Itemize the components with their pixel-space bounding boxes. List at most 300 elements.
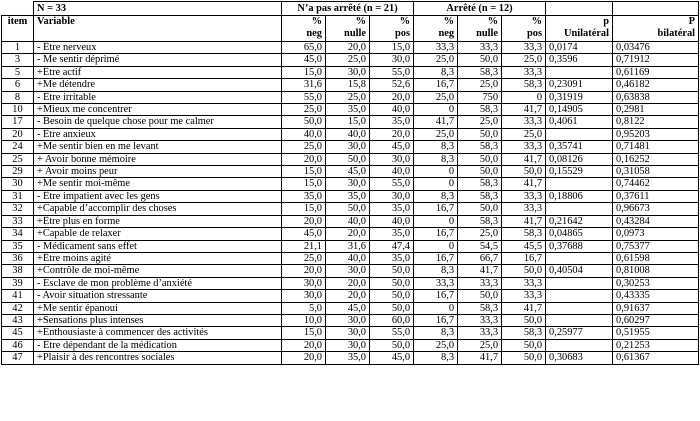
value-cell-pos-2: 33,3: [502, 190, 546, 202]
table-row: [2, 339, 699, 351]
value-cell-neg-1: 15,0: [282, 203, 326, 215]
value-cell-neg-1: 20,0: [282, 352, 326, 364]
value-cell-pos-2: 50,0: [502, 352, 546, 364]
value-cell-neg-1: 45,0: [282, 228, 326, 240]
value-cell-p-unilateral: [546, 252, 613, 264]
value-cell-nulle-2: 58,3: [458, 178, 502, 190]
value-cell-neg-2: 0: [414, 240, 458, 252]
value-cell-p-bilateral: 0,71912: [613, 54, 699, 66]
value-cell-p-bilateral: 0,61367: [613, 352, 699, 364]
table-row: [2, 327, 699, 339]
col-header-nulle-1: % nulle: [326, 16, 370, 42]
value-cell-nulle-2: 750: [458, 91, 502, 103]
variable-cell: - Avoir situation stressante: [34, 290, 282, 302]
item-cell: 17: [2, 116, 34, 128]
variable-cell: - Me sentir déprimé: [34, 54, 282, 66]
value-cell-neg-2: 0: [414, 302, 458, 314]
item-cell: 34: [2, 228, 34, 240]
value-cell-nulle-1: 30,0: [326, 339, 370, 351]
variable-cell: +Plaisir à des rencontres sociales: [34, 352, 282, 364]
value-cell-neg-1: 20,0: [282, 265, 326, 277]
value-cell-neg-2: 25,0: [414, 339, 458, 351]
value-cell-neg-2: 33,3: [414, 277, 458, 289]
value-cell-p-unilateral: 0,23091: [546, 79, 613, 91]
value-cell-p-unilateral: [546, 277, 613, 289]
value-cell-p-unilateral: 0,35741: [546, 141, 613, 153]
value-cell-p-bilateral: 0,91637: [613, 302, 699, 314]
value-cell-pos-1: 30,0: [370, 54, 414, 66]
value-cell-neg-2: 8,3: [414, 141, 458, 153]
value-cell-nulle-1: 20,0: [326, 42, 370, 54]
value-cell-pos-1: 35,0: [370, 228, 414, 240]
value-cell-pos-2: 25,0: [502, 54, 546, 66]
value-cell-nulle-2: 50,0: [458, 290, 502, 302]
value-cell-neg-1: 15,0: [282, 178, 326, 190]
variable-cell: + Avoir moins peur: [34, 166, 282, 178]
value-cell-p-bilateral: 0,74462: [613, 178, 699, 190]
variable-cell: +Sensations plus intenses: [34, 314, 282, 326]
value-cell-nulle-2: 25,0: [458, 228, 502, 240]
value-cell-neg-2: 8,3: [414, 352, 458, 364]
group-not-stopped-header: N’a pas arrêté (n = 21): [282, 2, 414, 16]
value-cell-neg-2: 16,7: [414, 290, 458, 302]
value-cell-pos-2: 16,7: [502, 252, 546, 264]
value-cell-nulle-1: 25,0: [326, 91, 370, 103]
value-cell-neg-1: 50,0: [282, 116, 326, 128]
value-cell-p-unilateral: 0,3596: [546, 54, 613, 66]
value-cell-neg-2: 0: [414, 166, 458, 178]
table-row: [2, 352, 699, 364]
value-cell-nulle-2: 33,3: [458, 327, 502, 339]
col-header-neg-1: % neg: [282, 16, 326, 42]
value-cell-pos-2: 41,7: [502, 302, 546, 314]
value-cell-pos-1: 40,0: [370, 215, 414, 227]
item-cell: 20: [2, 128, 34, 140]
variable-cell: +Être actif: [34, 66, 282, 78]
value-cell-neg-1: 10,0: [282, 314, 326, 326]
table-row: [2, 79, 699, 91]
value-cell-pos-1: 20,0: [370, 91, 414, 103]
value-cell-neg-1: 15,0: [282, 166, 326, 178]
value-cell-pos-2: 50,0: [502, 166, 546, 178]
item-cell: 38: [2, 265, 34, 277]
value-cell-pos-1: 47,4: [370, 240, 414, 252]
header-blank-cell: [2, 2, 34, 16]
variable-cell: +Contrôle de moi-même: [34, 265, 282, 277]
item-cell: 25: [2, 153, 34, 165]
variable-cell: +Me sentir bien en me levant: [34, 141, 282, 153]
value-cell-pos-2: 41,7: [502, 178, 546, 190]
value-cell-p-bilateral: 0,95203: [613, 128, 699, 140]
value-cell-neg-1: 30,0: [282, 290, 326, 302]
variable-cell: - Médicament sans effet: [34, 240, 282, 252]
item-cell: 36: [2, 252, 34, 264]
value-cell-neg-2: 25,0: [414, 54, 458, 66]
value-cell-pos-1: 50,0: [370, 265, 414, 277]
item-cell: 41: [2, 290, 34, 302]
value-cell-p-unilateral: 0,31919: [546, 91, 613, 103]
value-cell-nulle-2: 25,0: [458, 79, 502, 91]
item-cell: 43: [2, 314, 34, 326]
value-cell-nulle-1: 50,0: [326, 203, 370, 215]
value-cell-neg-2: 0: [414, 178, 458, 190]
value-cell-neg-2: 16,7: [414, 79, 458, 91]
variable-cell: +Être moins agité: [34, 252, 282, 264]
value-cell-nulle-1: 25,0: [326, 54, 370, 66]
table-row: [2, 265, 699, 277]
table-row: [2, 215, 699, 227]
value-cell-p-unilateral: 0,4061: [546, 116, 613, 128]
col-header-neg-2: % neg: [414, 16, 458, 42]
value-cell-neg-2: 8,3: [414, 190, 458, 202]
value-cell-pos-1: 40,0: [370, 166, 414, 178]
value-cell-p-unilateral: 0,30683: [546, 352, 613, 364]
value-cell-nulle-1: 30,0: [326, 66, 370, 78]
value-cell-p-unilateral: 0,25977: [546, 327, 613, 339]
value-cell-neg-1: 65,0: [282, 42, 326, 54]
value-cell-nulle-1: 30,0: [326, 141, 370, 153]
item-column-header: item: [2, 16, 34, 42]
value-cell-nulle-1: 15,0: [326, 116, 370, 128]
variable-cell: +Me sentir moi-même: [34, 178, 282, 190]
item-cell: 5: [2, 66, 34, 78]
value-cell-p-unilateral: 0,40504: [546, 265, 613, 277]
table-row: [2, 277, 699, 289]
value-cell-p-unilateral: [546, 339, 613, 351]
value-cell-neg-2: 8,3: [414, 153, 458, 165]
value-cell-nulle-2: 33,3: [458, 314, 502, 326]
value-cell-p-unilateral: 0,37688: [546, 240, 613, 252]
value-cell-nulle-1: 30,0: [326, 327, 370, 339]
variable-cell: +Me détendre: [34, 79, 282, 91]
value-cell-pos-2: 45,5: [502, 240, 546, 252]
variable-cell: - Besoin de quelque chose pour me calmer: [34, 116, 282, 128]
value-cell-nulle-2: 50,0: [458, 203, 502, 215]
value-cell-nulle-2: 54,5: [458, 240, 502, 252]
group-stopped-header: Arrêté (n = 12): [414, 2, 546, 16]
value-cell-pos-1: 35,0: [370, 116, 414, 128]
table-row: [2, 314, 699, 326]
value-cell-p-unilateral: 0,04865: [546, 228, 613, 240]
table-row: [2, 91, 699, 103]
value-cell-neg-1: 21,1: [282, 240, 326, 252]
value-cell-p-unilateral: 0,21642: [546, 215, 613, 227]
value-cell-pos-2: 0: [502, 91, 546, 103]
value-cell-neg-1: 20,0: [282, 215, 326, 227]
table-row: [2, 228, 699, 240]
variable-cell: - Esclave de mon problème d’anxiété: [34, 277, 282, 289]
value-cell-nulle-1: 45,0: [326, 166, 370, 178]
results-table: [1, 1, 699, 365]
value-cell-pos-2: 33,3: [502, 290, 546, 302]
value-cell-nulle-2: 41,7: [458, 265, 502, 277]
value-cell-pos-1: 30,0: [370, 153, 414, 165]
value-cell-pos-1: 50,0: [370, 339, 414, 351]
value-cell-pos-1: 30,0: [370, 190, 414, 202]
value-cell-pos-1: 45,0: [370, 141, 414, 153]
value-cell-neg-1: 25,0: [282, 252, 326, 264]
variable-cell: - Être irritable: [34, 91, 282, 103]
value-cell-neg-1: 45,0: [282, 54, 326, 66]
value-cell-neg-2: 16,7: [414, 252, 458, 264]
value-cell-nulle-2: 50,0: [458, 128, 502, 140]
value-cell-p-bilateral: 0,46182: [613, 79, 699, 91]
value-cell-pos-1: 52,6: [370, 79, 414, 91]
value-cell-nulle-1: 30,0: [326, 178, 370, 190]
value-cell-p-bilateral: 0,43335: [613, 290, 699, 302]
table-row: [2, 302, 699, 314]
value-cell-nulle-2: 58,3: [458, 141, 502, 153]
variable-cell: +Capable de relaxer: [34, 228, 282, 240]
value-cell-pos-1: 60,0: [370, 314, 414, 326]
table-row: [2, 42, 699, 54]
value-cell-pos-2: 50,0: [502, 314, 546, 326]
value-cell-nulle-1: 20,0: [326, 228, 370, 240]
value-cell-pos-1: 55,0: [370, 66, 414, 78]
table-row: [2, 178, 699, 190]
value-cell-pos-1: 50,0: [370, 277, 414, 289]
value-cell-nulle-2: 50,0: [458, 153, 502, 165]
table-body: [2, 42, 699, 365]
item-cell: 6: [2, 79, 34, 91]
value-cell-p-unilateral: [546, 66, 613, 78]
value-cell-p-bilateral: 0,81008: [613, 265, 699, 277]
value-cell-pos-2: 58,3: [502, 327, 546, 339]
variable-cell: +Mieux me concentrer: [34, 104, 282, 116]
header-empty-P: [613, 2, 699, 16]
value-cell-nulle-2: 58,3: [458, 190, 502, 202]
value-cell-p-unilateral: [546, 302, 613, 314]
value-cell-nulle-1: 35,0: [326, 190, 370, 202]
value-cell-neg-1: 31,6: [282, 79, 326, 91]
value-cell-p-bilateral: 0,61169: [613, 66, 699, 78]
table-row: [2, 54, 699, 66]
value-cell-p-bilateral: 0,16252: [613, 153, 699, 165]
value-cell-neg-1: 25,0: [282, 104, 326, 116]
value-cell-p-bilateral: 0,71481: [613, 141, 699, 153]
value-cell-neg-2: 16,7: [414, 203, 458, 215]
col-header-pos-2: % pos: [502, 16, 546, 42]
variable-cell: +Être plus en forme: [34, 215, 282, 227]
value-cell-nulle-1: 50,0: [326, 153, 370, 165]
value-cell-pos-1: 55,0: [370, 178, 414, 190]
value-cell-pos-2: 41,7: [502, 215, 546, 227]
table-row: [2, 190, 699, 202]
value-cell-p-bilateral: 0,61598: [613, 252, 699, 264]
value-cell-p-bilateral: 0,31058: [613, 166, 699, 178]
value-cell-p-bilateral: 0,8122: [613, 116, 699, 128]
variable-cell: + Avoir bonne mémoire: [34, 153, 282, 165]
item-cell: 46: [2, 339, 34, 351]
value-cell-pos-2: 41,7: [502, 104, 546, 116]
value-cell-neg-2: 0: [414, 104, 458, 116]
variable-cell: +Enthousiaste à commencer des activités: [34, 327, 282, 339]
value-cell-nulle-2: 25,0: [458, 116, 502, 128]
value-cell-pos-1: 40,0: [370, 104, 414, 116]
table-row: [2, 203, 699, 215]
value-cell-p-bilateral: 0,75377: [613, 240, 699, 252]
value-cell-nulle-1: 20,0: [326, 290, 370, 302]
value-cell-p-bilateral: 0,2981: [613, 104, 699, 116]
item-cell: 8: [2, 91, 34, 103]
value-cell-p-bilateral: 0,63838: [613, 91, 699, 103]
value-cell-p-unilateral: 0,18806: [546, 190, 613, 202]
table-row: [2, 240, 699, 252]
variable-cell: +Me sentir épanoui: [34, 302, 282, 314]
col-header-nulle-2: % nulle: [458, 16, 502, 42]
value-cell-pos-2: 33,3: [502, 42, 546, 54]
col-header-p-unilateral: p Unilatéral: [546, 16, 613, 42]
value-cell-neg-1: 55,0: [282, 91, 326, 103]
value-cell-p-unilateral: 0,14905: [546, 104, 613, 116]
variable-cell: - Être nerveux: [34, 42, 282, 54]
value-cell-nulle-1: 40,0: [326, 215, 370, 227]
table-row: [2, 141, 699, 153]
value-cell-nulle-1: 45,0: [326, 302, 370, 314]
value-cell-neg-2: 41,7: [414, 116, 458, 128]
value-cell-neg-2: 0: [414, 215, 458, 227]
item-cell: 30: [2, 178, 34, 190]
value-cell-neg-2: 8,3: [414, 327, 458, 339]
value-cell-nulle-2: 41,7: [458, 352, 502, 364]
value-cell-neg-1: 40,0: [282, 128, 326, 140]
value-cell-nulle-2: 58,3: [458, 66, 502, 78]
value-cell-p-bilateral: 0,96673: [613, 203, 699, 215]
value-cell-nulle-2: 58,3: [458, 215, 502, 227]
value-cell-p-bilateral: 0,51955: [613, 327, 699, 339]
item-cell: 35: [2, 240, 34, 252]
variable-cell: +Capable d’accomplir des choses: [34, 203, 282, 215]
value-cell-nulle-2: 58,3: [458, 302, 502, 314]
value-cell-neg-2: 25,0: [414, 91, 458, 103]
value-cell-neg-1: 35,0: [282, 190, 326, 202]
table-row: [2, 66, 699, 78]
item-cell: 1: [2, 42, 34, 54]
value-cell-pos-1: 15,0: [370, 42, 414, 54]
value-cell-pos-1: 35,0: [370, 252, 414, 264]
value-cell-p-bilateral: 0,30253: [613, 277, 699, 289]
value-cell-pos-2: 41,7: [502, 153, 546, 165]
value-cell-p-bilateral: 0,37611: [613, 190, 699, 202]
value-cell-neg-2: 16,7: [414, 314, 458, 326]
value-cell-p-bilateral: 0,03476: [613, 42, 699, 54]
value-cell-nulle-1: 20,0: [326, 277, 370, 289]
value-cell-pos-2: 33,3: [502, 203, 546, 215]
value-cell-pos-2: 50,0: [502, 265, 546, 277]
value-cell-nulle-1: 40,0: [326, 128, 370, 140]
value-cell-neg-1: 30,0: [282, 277, 326, 289]
value-cell-p-bilateral: 0,21253: [613, 339, 699, 351]
value-cell-p-unilateral: [546, 178, 613, 190]
value-cell-p-unilateral: 0,08126: [546, 153, 613, 165]
item-cell: 31: [2, 190, 34, 202]
value-cell-neg-1: 5,0: [282, 302, 326, 314]
sample-size-label: N = 33: [34, 2, 282, 16]
value-cell-p-bilateral: 0,0973: [613, 228, 699, 240]
value-cell-pos-2: 33,3: [502, 277, 546, 289]
value-cell-p-unilateral: 0,0174: [546, 42, 613, 54]
value-cell-p-bilateral: 0,60297: [613, 314, 699, 326]
variable-column-header: Variable: [34, 16, 282, 42]
variable-cell: - Être dépendant de la médication: [34, 339, 282, 351]
item-cell: 3: [2, 54, 34, 66]
value-cell-p-unilateral: [546, 314, 613, 326]
value-cell-nulle-2: 66,7: [458, 252, 502, 264]
value-cell-pos-2: 25,0: [502, 128, 546, 140]
table-row: [2, 252, 699, 264]
value-cell-pos-2: 33,3: [502, 141, 546, 153]
table-row: [2, 166, 699, 178]
value-cell-nulle-2: 33,3: [458, 42, 502, 54]
item-cell: 24: [2, 141, 34, 153]
table-row: [2, 290, 699, 302]
value-cell-nulle-1: 30,0: [326, 265, 370, 277]
item-cell: 33: [2, 215, 34, 227]
item-cell: 45: [2, 327, 34, 339]
value-cell-pos-1: 45,0: [370, 352, 414, 364]
value-cell-neg-1: 15,0: [282, 327, 326, 339]
value-cell-pos-2: 50,0: [502, 339, 546, 351]
variable-cell: - Être anxieux: [34, 128, 282, 140]
value-cell-neg-1: 25,0: [282, 141, 326, 153]
table-row: [2, 116, 699, 128]
header-row-columns: [2, 16, 699, 42]
value-cell-neg-2: 8,3: [414, 265, 458, 277]
value-cell-p-bilateral: 0,43284: [613, 215, 699, 227]
value-cell-nulle-2: 50,0: [458, 54, 502, 66]
item-cell: 39: [2, 277, 34, 289]
item-cell: 42: [2, 302, 34, 314]
value-cell-nulle-1: 40,0: [326, 252, 370, 264]
value-cell-pos-2: 33,3: [502, 66, 546, 78]
value-cell-pos-2: 58,3: [502, 228, 546, 240]
table-row: [2, 153, 699, 165]
value-cell-neg-2: 33,3: [414, 42, 458, 54]
value-cell-pos-2: 33,3: [502, 116, 546, 128]
item-cell: 32: [2, 203, 34, 215]
item-cell: 10: [2, 104, 34, 116]
value-cell-neg-2: 8,3: [414, 66, 458, 78]
value-cell-pos-1: 55,0: [370, 327, 414, 339]
value-cell-nulle-2: 58,3: [458, 104, 502, 116]
value-cell-nulle-1: 30,0: [326, 314, 370, 326]
value-cell-nulle-2: 50,0: [458, 166, 502, 178]
value-cell-neg-1: 20,0: [282, 339, 326, 351]
value-cell-neg-2: 25,0: [414, 128, 458, 140]
value-cell-nulle-2: 33,3: [458, 277, 502, 289]
value-cell-p-unilateral: [546, 128, 613, 140]
table-row: [2, 128, 699, 140]
header-empty-p: [546, 2, 613, 16]
value-cell-nulle-1: 35,0: [326, 352, 370, 364]
value-cell-nulle-2: 25,0: [458, 339, 502, 351]
col-header-pos-1: % pos: [370, 16, 414, 42]
col-header-p-bilateral: P bilatéral: [613, 16, 699, 42]
variable-cell: - Être impatient avec les gens: [34, 190, 282, 202]
value-cell-pos-1: 20,0: [370, 128, 414, 140]
header-row-groups: [2, 2, 699, 16]
value-cell-neg-1: 15,0: [282, 66, 326, 78]
value-cell-nulle-1: 15,8: [326, 79, 370, 91]
value-cell-pos-2: 58,3: [502, 79, 546, 91]
value-cell-pos-1: 50,0: [370, 290, 414, 302]
value-cell-pos-1: 50,0: [370, 302, 414, 314]
value-cell-nulle-1: 35,0: [326, 104, 370, 116]
value-cell-neg-1: 20,0: [282, 153, 326, 165]
value-cell-p-unilateral: [546, 290, 613, 302]
value-cell-pos-1: 35,0: [370, 203, 414, 215]
value-cell-nulle-1: 31,6: [326, 240, 370, 252]
